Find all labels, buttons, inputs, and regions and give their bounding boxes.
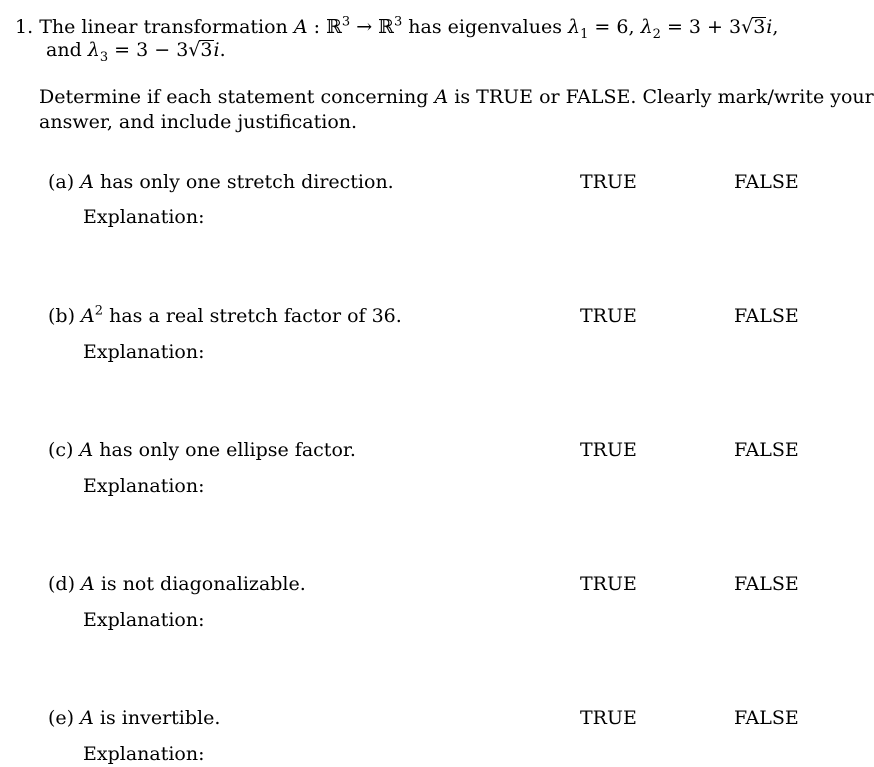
eigenvalue-1: $\lambda_1 = 6$, [568, 16, 635, 42]
domain-space: ℝ$^3$ [326, 14, 351, 38]
part-a-false-option[interactable]: FALSE [734, 171, 799, 193]
colon: : [313, 16, 321, 38]
problem-number: 1. [15, 16, 34, 38]
part-e-explanation-label: Explanation: [83, 743, 205, 765]
part-d-statement: (d) A is not diagonalizable. [48, 573, 306, 595]
part-c-statement: (c) A has only one ellipse factor. [48, 439, 356, 461]
eigenvalue-2: $\lambda_2 = 3 + 3√3i$, [640, 16, 779, 42]
part-label: (e) [48, 707, 75, 729]
part-c-explanation-label: Explanation: [83, 475, 205, 497]
part-label: (a) [48, 171, 75, 193]
part-label: (b) [48, 305, 75, 327]
part-a-statement: (a) A has only one stretch direction. [48, 171, 394, 193]
part-label: (d) [48, 573, 75, 595]
part-label: (c) [48, 439, 74, 461]
eigenvalue-3: $\lambda_3 = 3 - 3√3i$. [87, 39, 226, 65]
part-c-true-option[interactable]: TRUE [580, 439, 637, 461]
transformation-symbol: A [293, 16, 308, 38]
part-a-true-option[interactable]: TRUE [580, 171, 637, 193]
part-e-false-option[interactable]: FALSE [734, 707, 799, 729]
part-d-explanation-label: Explanation: [83, 609, 205, 631]
part-d-true-option[interactable]: TRUE [580, 573, 637, 595]
part-e-true-option[interactable]: TRUE [580, 707, 637, 729]
part-d-false-option[interactable]: FALSE [734, 573, 799, 595]
instructions-line-2: answer, and include justification. [39, 111, 358, 133]
has-eigenvalues-text: has eigenvalues [408, 16, 562, 38]
part-b-true-option[interactable]: TRUE [580, 305, 637, 327]
part-e-statement: (e) A is invertible. [48, 707, 221, 729]
problem-statement-line-1 [15, 14, 779, 42]
part-b-explanation-label: Explanation: [83, 341, 205, 363]
part-b-statement: (b) $A^2$ has a real stretch factor of 36. [48, 303, 402, 327]
instructions-line-1: Determine if each statement concerning A is TRUE or FALSE. Clearly mark/write your [39, 86, 874, 108]
intro-text: The linear transformation [39, 16, 288, 38]
part-c-false-option[interactable]: FALSE [734, 439, 799, 461]
problem-statement-line-2 [46, 39, 226, 65]
part-a-explanation-label: Explanation: [83, 206, 205, 228]
part-b-false-option[interactable]: FALSE [734, 305, 799, 327]
and-text: and [46, 39, 82, 61]
codomain-space: ℝ$^3$ [378, 14, 403, 38]
arrow-symbol: → [356, 16, 373, 38]
